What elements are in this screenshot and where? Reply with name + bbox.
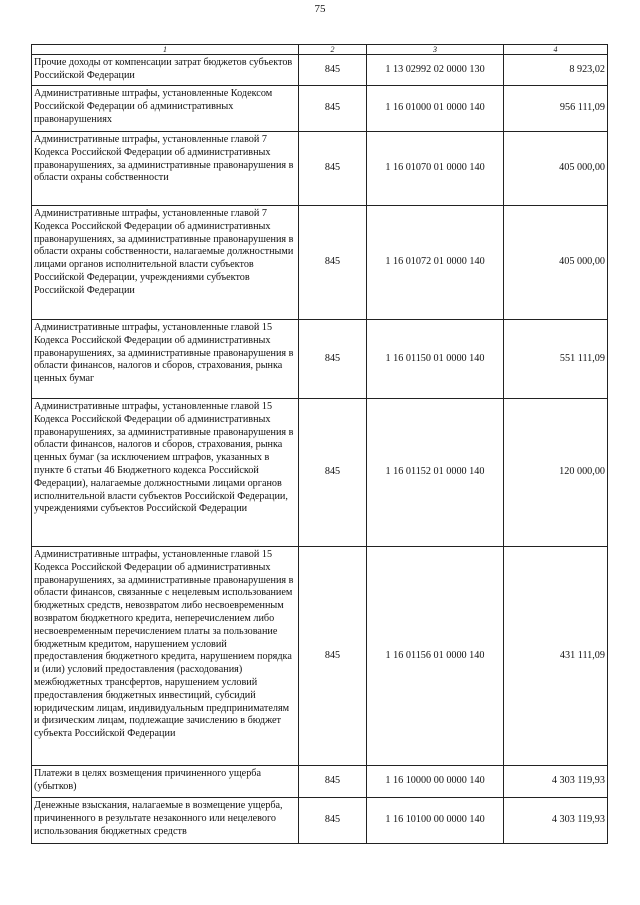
row-description: Платежи в целях возмещения причиненного ущерба (убытков): [32, 766, 299, 798]
table-row: [32, 547, 608, 766]
row-budget-code: 1 13 02992 02 0000 130: [367, 55, 504, 86]
row-admin-code: 845: [299, 798, 367, 844]
row-budget-code: 1 16 01072 01 0000 140: [367, 206, 504, 320]
row-description: Административные штрафы, установленные главой 15 Кодекса Российской Федерации об административных правонарушениях, за административные правонарушения в области финансов, связанные с нецелевым использованием бюджетных средств, невозвратом либо несвоевременным возвратом бюджетного кредита, неперечислением либо несвоевременным перечислением платы за пользование бюджетным кредитом, нарушением условий предоставления бюджетного кредита, нарушением порядка и (или) условий предоставления (расходования) межбюджетных трансфертов, нарушением условий предоставления бюджетных инвестиций, субсидий юридическим лицам, индивидуальным предпринимателям и физическим лицам, подлежащие зачислению в бюджет субъекта Российской Федерации: [32, 547, 299, 766]
row-amount: 4 303 119,93: [504, 766, 608, 798]
row-admin-code: 845: [299, 55, 367, 86]
column-header-1: 1: [32, 45, 299, 55]
row-admin-code: 845: [299, 766, 367, 798]
row-amount: 431 111,09: [504, 547, 608, 766]
table-row: [32, 399, 608, 547]
page-number: 75: [314, 3, 326, 15]
row-description: Административные штрафы, установленные главой 7 Кодекса Российской Федерации об административных правонарушениях, за административные правонарушения в области охраны собственности, налагаемые должностными лицами органов исполнительной власти субъектов Российской Федерации, учреждениями субъектов Российской Федерации: [32, 206, 299, 320]
row-admin-code: 845: [299, 320, 367, 399]
column-header-3: 3: [367, 45, 504, 55]
row-description: Административные штрафы, установленные главой 15 Кодекса Российской Федерации об административных правонарушениях, за административные правонарушения в области финансов, налогов и сборов, страхования, рынка ценных бумаг (за исключением штрафов, указанных в пункте 6 статьи 46 Бюджетного кодекса Российской Федерации), налагаемые должностными лицами органов исполнительной власти субъектов Российской Федерации, учреждениями субъектов Российской Федерации: [32, 399, 299, 547]
row-amount: 120 000,00: [504, 399, 608, 547]
row-amount: 4 303 119,93: [504, 798, 608, 844]
table-row: [32, 798, 608, 844]
row-budget-code: 1 16 01152 01 0000 140: [367, 399, 504, 547]
row-budget-code: 1 16 01000 01 0000 140: [367, 86, 504, 132]
row-admin-code: 845: [299, 547, 367, 766]
row-description: Денежные взыскания, налагаемые в возмещение ущерба, причиненного в результате незаконного или нецелевого использования бюджетных средств: [32, 798, 299, 844]
row-description: Административные штрафы, установленные Кодексом Российской Федерации об административных правонарушениях: [32, 86, 299, 132]
row-budget-code: 1 16 10000 00 0000 140: [367, 766, 504, 798]
table-header-row: [32, 45, 608, 55]
table-row: [32, 132, 608, 206]
row-budget-code: 1 16 01150 01 0000 140: [367, 320, 504, 399]
row-amount: 405 000,00: [504, 132, 608, 206]
row-budget-code: 1 16 10100 00 0000 140: [367, 798, 504, 844]
table-row: [32, 86, 608, 132]
row-amount: 551 111,09: [504, 320, 608, 399]
row-amount: 956 111,09: [504, 86, 608, 132]
row-amount: 405 000,00: [504, 206, 608, 320]
row-amount: 8 923,02: [504, 55, 608, 86]
row-admin-code: 845: [299, 132, 367, 206]
table-row: [32, 766, 608, 798]
row-admin-code: 845: [299, 206, 367, 320]
row-description: Административные штрафы, установленные главой 7 Кодекса Российской Федерации об административных правонарушениях, за административные правонарушения в области охраны собственности: [32, 132, 299, 206]
row-description: Административные штрафы, установленные главой 15 Кодекса Российской Федерации об административных правонарушениях, за административные правонарушения в области финансов, налогов и сборов, страхования, рынка ценных бумаг: [32, 320, 299, 399]
table-row: [32, 320, 608, 399]
row-budget-code: 1 16 01070 01 0000 140: [367, 132, 504, 206]
column-header-4: 4: [504, 45, 608, 55]
row-admin-code: 845: [299, 86, 367, 132]
row-budget-code: 1 16 01156 01 0000 140: [367, 547, 504, 766]
revenue-table: [31, 44, 608, 844]
row-admin-code: 845: [299, 399, 367, 547]
table-row: [32, 206, 608, 320]
column-header-2: 2: [299, 45, 367, 55]
row-description: Прочие доходы от компенсации затрат бюджетов субъектов Российской Федерации: [32, 55, 299, 86]
table-row: [32, 55, 608, 86]
